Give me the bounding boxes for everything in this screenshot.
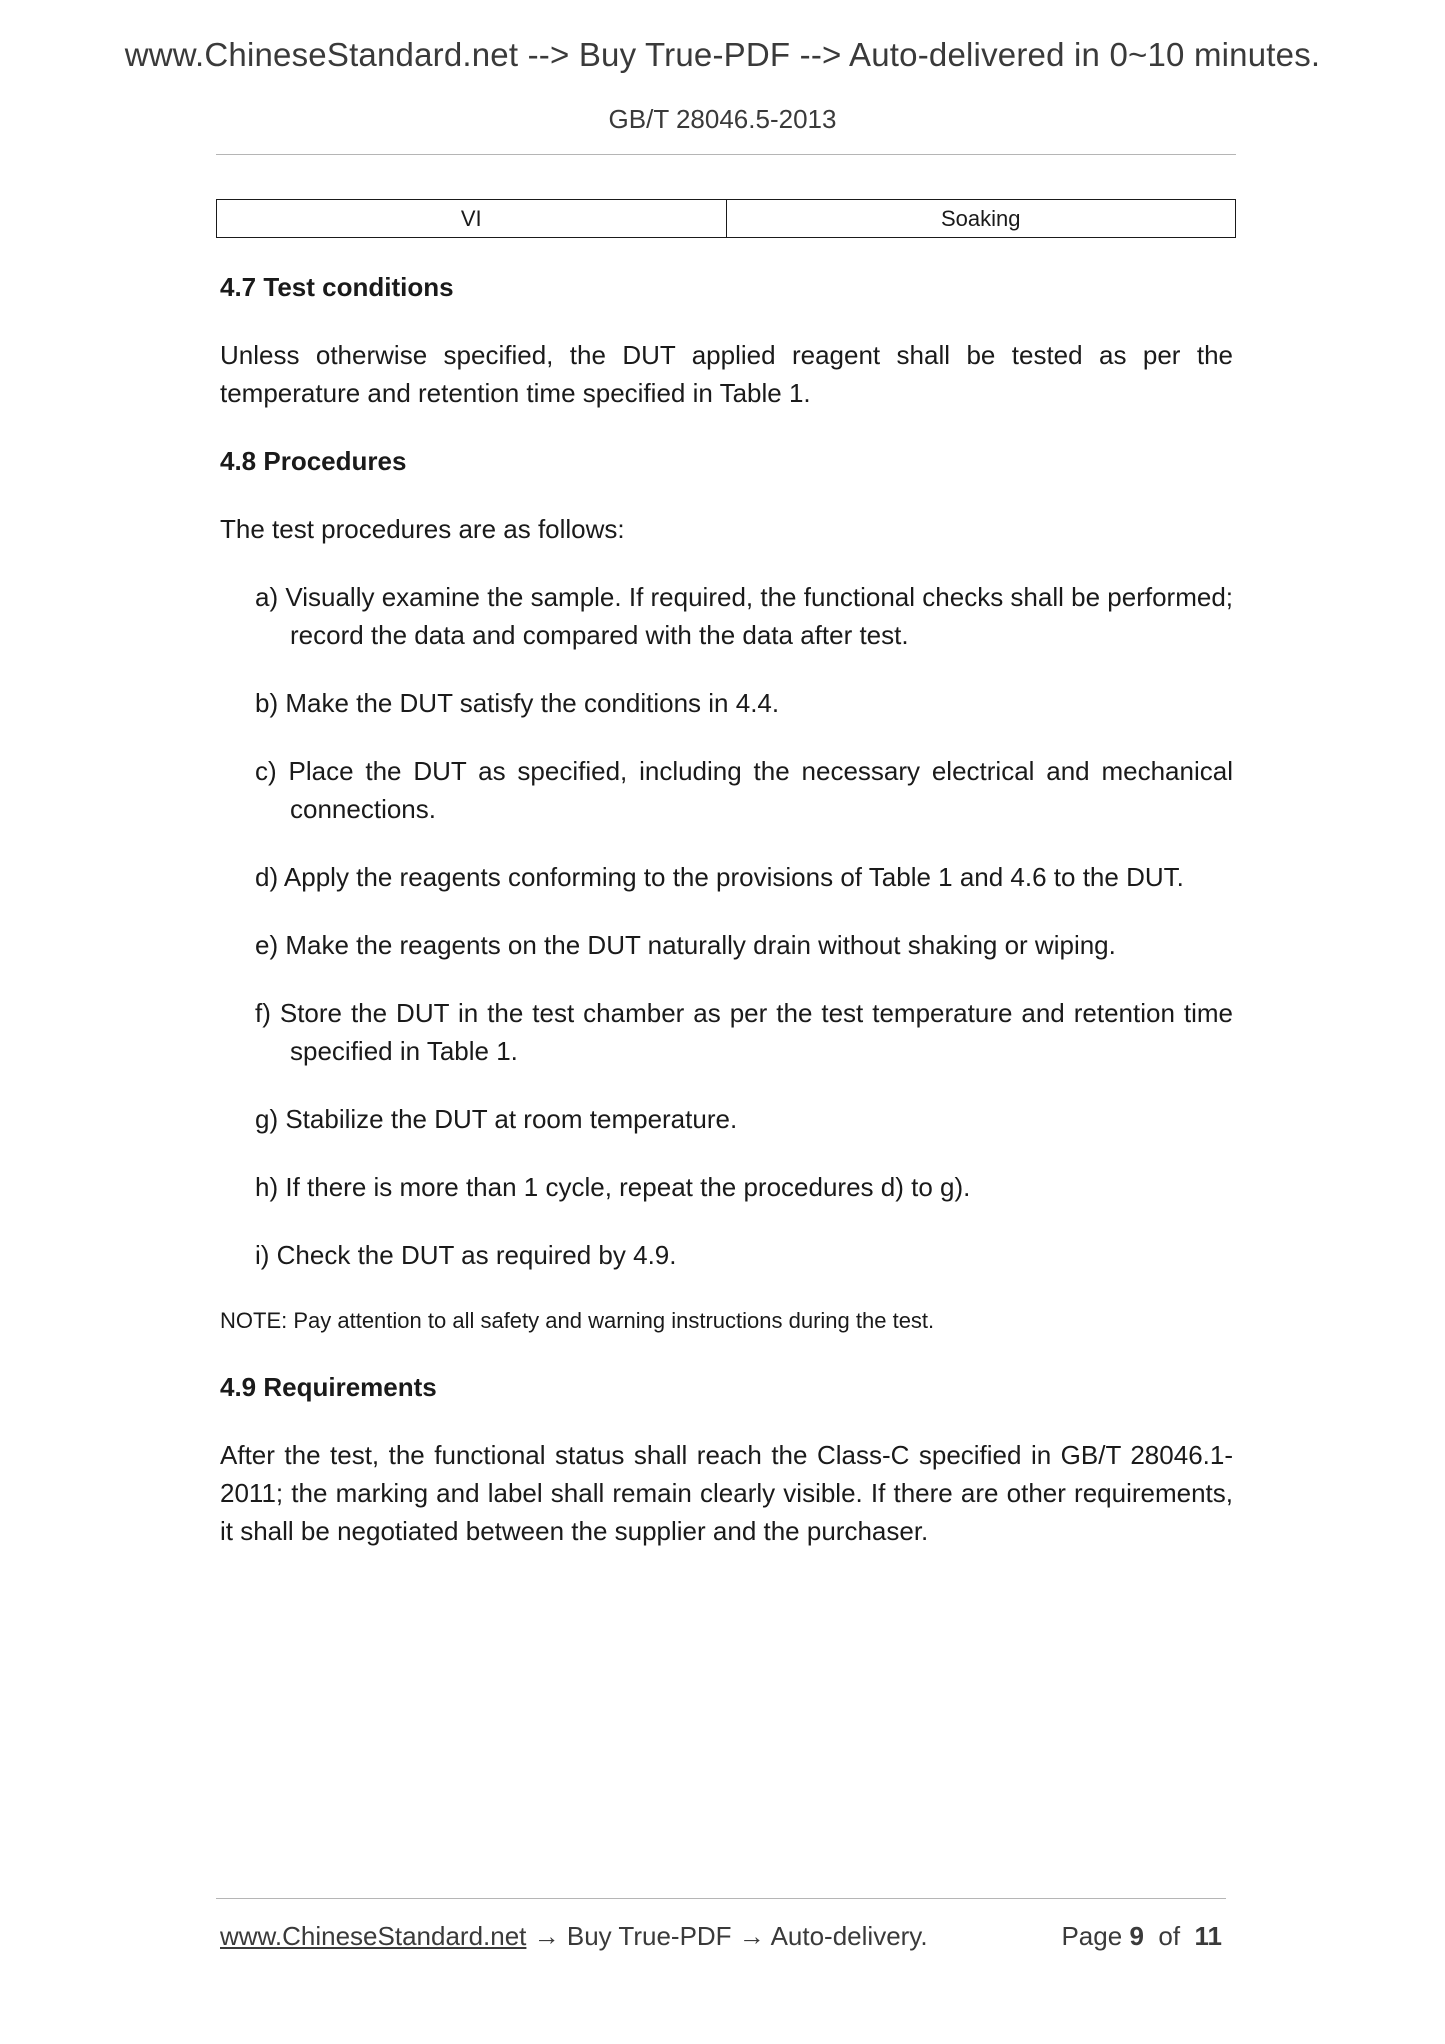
page-label: Page [1061, 1921, 1123, 1951]
page-indicator [1061, 1921, 1222, 1952]
continued-table [216, 199, 1236, 238]
list-item: c) Place the DUT as specified, including the necessary electrical and mechanical connections. [255, 756, 1233, 824]
footer-promo-text: → Buy True-PDF → Auto-delivery. [526, 1921, 928, 1951]
document-body [220, 268, 1233, 1550]
list-item: f) Store the DUT in the test chamber as per the test temperature and retention time specified in Table 1. [255, 998, 1233, 1066]
section-heading-4-8: 4.8 Procedures [220, 446, 407, 476]
list-item: g) Stabilize the DUT at room temperature. [255, 1104, 738, 1134]
section-text-4-7: Unless otherwise specified, the DUT applied reagent shall be tested as per the temperature and retention time specified in Table 1. [220, 340, 1233, 408]
list-item: i) Check the DUT as required by 4.9. [255, 1240, 677, 1270]
page-number: 9 [1129, 1921, 1144, 1951]
of-label: of [1158, 1921, 1181, 1951]
list-item: a) Visually examine the sample. If required, the functional checks shall be performed; record the data and compared with the data after test. [255, 582, 1233, 650]
footer-divider [216, 1898, 1226, 1899]
table-cell-class: VI [217, 200, 727, 238]
header-divider [216, 154, 1236, 155]
list-item: b) Make the DUT satisfy the conditions in 4.4. [255, 688, 780, 718]
page-total: 11 [1194, 1921, 1222, 1951]
list-item: d) Apply the reagents conforming to the provisions of Table 1 and 4.6 to the DUT. [255, 862, 1184, 892]
document-code: GB/T 28046.5-2013 [608, 104, 837, 134]
site-banner: www.ChineseStandard.net --> Buy True-PDF --> Auto-delivered in 0~10 minutes. [124, 36, 1321, 73]
list-item: h) If there is more than 1 cycle, repeat the procedures d) to g). [255, 1172, 971, 1202]
procedures-intro: The test procedures are as follows: [220, 514, 625, 544]
table-cell-type: Soaking [726, 200, 1236, 238]
footer-promo [220, 1921, 928, 1952]
section-text-4-9: After the test, the functional status shall reach the Class-C specified in GB/T 28046.1-2011; the marking and label shall remain clearly visible. If there are other requirements, it shall be negotiated between the supplier and the purchaser. [220, 1440, 1233, 1546]
table-row [217, 200, 1236, 238]
safety-note: NOTE: Pay attention to all safety and warning instructions during the test. [220, 1308, 935, 1333]
footer-site-link[interactable]: www.ChineseStandard.net [220, 1921, 527, 1951]
section-heading-4-9: 4.9 Requirements [220, 1372, 437, 1402]
section-heading-4-7: 4.7 Test conditions [220, 272, 454, 302]
list-item: e) Make the reagents on the DUT naturally drain without shaking or wiping. [255, 930, 1116, 960]
